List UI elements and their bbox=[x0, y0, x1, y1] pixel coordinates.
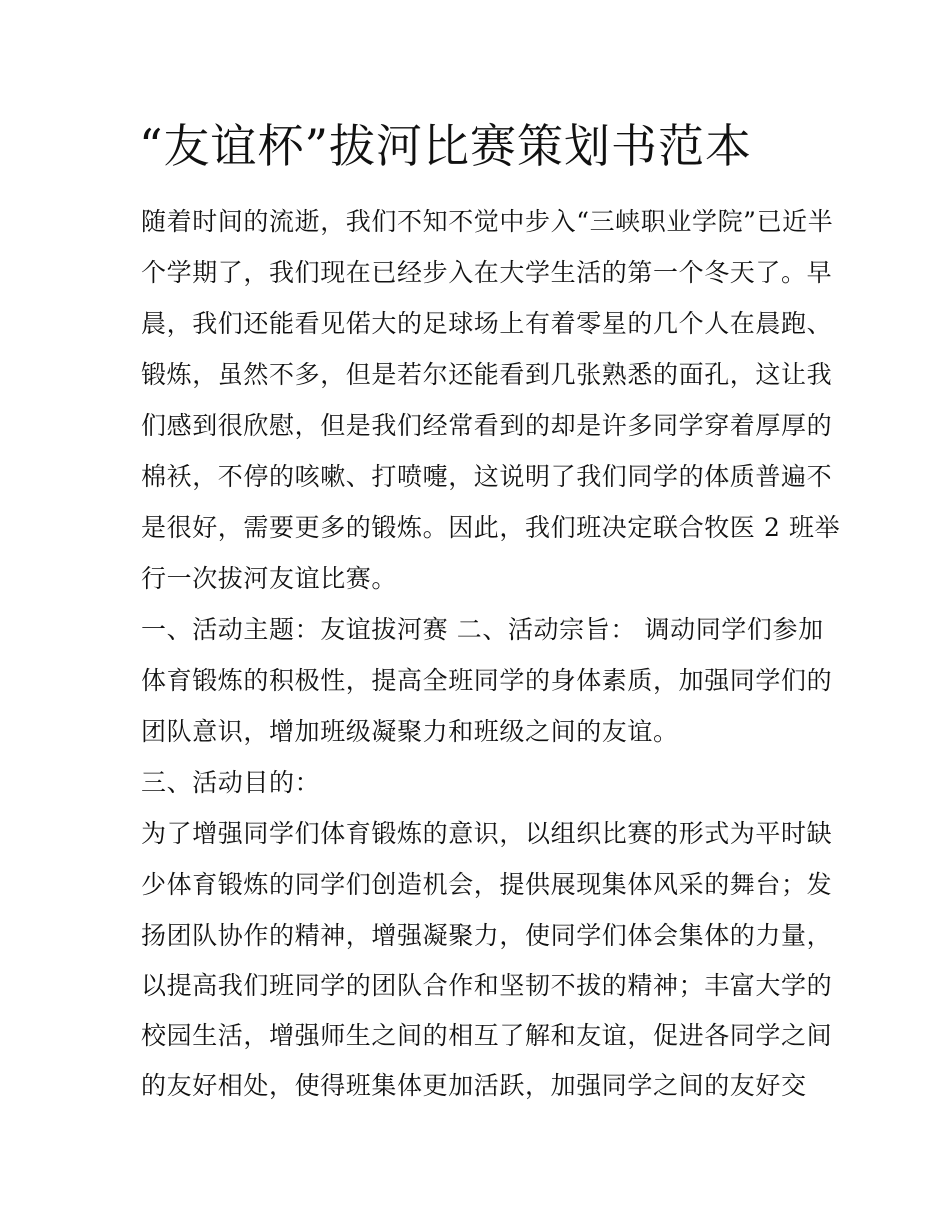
body-line: 校园生活，增强师生之间的相互了解和友谊，促进各同学之间 bbox=[141, 1021, 833, 1050]
body-line: 晨，我们还能看见偌大的足球场上有着零星的几个人在晨跑、 bbox=[141, 309, 833, 338]
body-line: 的友好相处，使得班集体更加活跃，加强同学之间的友好交 bbox=[141, 1071, 807, 1100]
body-line: 个学期了，我们现在已经步入在大学生活的第一个冬天了。早 bbox=[141, 258, 833, 287]
body-line: 扬团队协作的精神，增强凝聚力，使同学们体会集体的力量， bbox=[141, 921, 833, 950]
body-line: 为了增强同学们体育锻炼的意识，以组织比赛的形式为平时缺 bbox=[141, 819, 833, 848]
body-line: 随着时间的流逝，我们不知不觉中步入“三峡职业学院”已近半 bbox=[141, 207, 834, 236]
section-heading-goal: 三、活动目的： bbox=[141, 768, 321, 797]
body-line: 体育锻炼的积极性，提高全班同学的身体素质，加强同学们的 bbox=[141, 666, 833, 695]
body-line: 少体育锻炼的同学们创造机会，提供展现集体风采的舞台；发 bbox=[141, 870, 833, 899]
body-line: 们感到很欣慰，但是我们经常看到的却是许多同学穿着厚厚的 bbox=[141, 411, 833, 440]
body-line: 以提高我们班同学的团队合作和坚韧不拔的精神；丰富大学的 bbox=[141, 971, 833, 1000]
body-line: 是很好，需要更多的锻炼。因此，我们班决定联合牧医 2 班举 bbox=[141, 513, 841, 542]
section-heading-theme-purpose: 一、活动主题：友谊拔河赛 二、活动宗旨： 调动同学们参加 bbox=[141, 615, 824, 644]
body-line: 行一次拔河友谊比赛。 bbox=[141, 564, 398, 593]
body-line: 棉袄，不停的咳嗽、打喷嚏，这说明了我们同学的体质普遍不 bbox=[141, 462, 833, 491]
document-title: “友谊杯”拔河比赛策划书范本 bbox=[139, 119, 753, 173]
body-line: 锻炼，虽然不多，但是若尔还能看到几张熟悉的面孔，这让我 bbox=[141, 360, 833, 389]
body-line: 团队意识，增加班级凝聚力和班级之间的友谊。 bbox=[141, 717, 679, 746]
